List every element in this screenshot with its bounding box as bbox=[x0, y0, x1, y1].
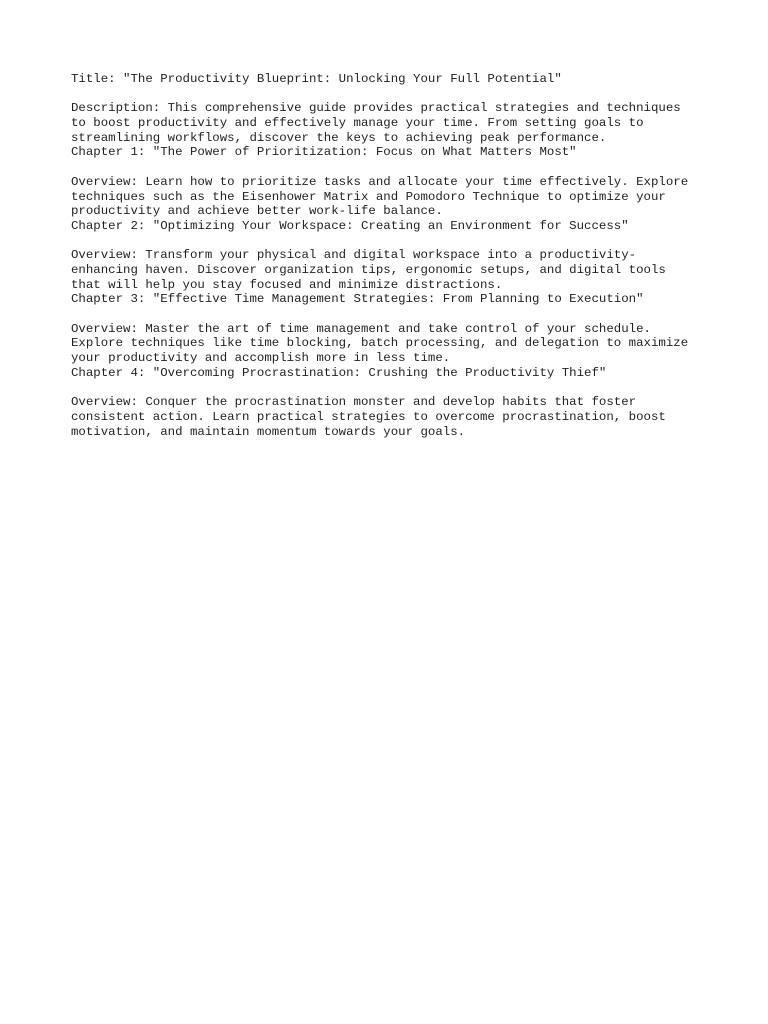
description-line: Description: This comprehensive guide provides practical strategies and techniques bbox=[71, 101, 681, 116]
blank-line bbox=[71, 87, 731, 102]
overview-line: motivation, and maintain momentum towards your goals. bbox=[71, 424, 466, 439]
blank-line bbox=[71, 234, 731, 249]
chapter-1 bbox=[71, 145, 731, 218]
overview-line: consistent action. Learn practical strategies to overcome procrastination, boost bbox=[71, 409, 666, 424]
document-page bbox=[71, 72, 731, 439]
description-block bbox=[71, 101, 731, 145]
blank-line bbox=[71, 307, 731, 322]
overview-line: Overview: Conquer the procrastination monster and develop habits that foster bbox=[71, 395, 637, 410]
overview-line: productivity and achieve better work-life balance. bbox=[71, 204, 443, 219]
chapter-heading: Chapter 1: "The Power of Prioritization: Focus on What Matters Most" bbox=[71, 145, 577, 160]
chapter-2 bbox=[71, 219, 731, 292]
overview-line: that will help you stay focused and minimize distractions. bbox=[71, 277, 503, 292]
description-line: to boost productivity and effectively manage your time. From setting goals to bbox=[71, 116, 644, 131]
chapter-4 bbox=[71, 366, 731, 439]
chapter-heading: Chapter 4: "Overcoming Procrastination: Crushing the Productivity Thief" bbox=[71, 365, 607, 380]
overview-line: Explore techniques like time blocking, batch processing, and delegation to maximize bbox=[71, 336, 689, 351]
overview-line: Overview: Learn how to prioritize tasks and allocate your time effectively. Explore bbox=[71, 174, 689, 189]
chapter-heading: Chapter 2: "Optimizing Your Workspace: Creating an Environment for Success" bbox=[71, 218, 629, 233]
overview-line: enhancing haven. Discover organization tips, ergonomic setups, and digital tools bbox=[71, 262, 666, 277]
overview-line: Overview: Master the art of time management and take control of your schedule. bbox=[71, 321, 651, 336]
description-line: streamlining workflows, discover the keys to achieving peak performance. bbox=[71, 130, 607, 145]
title-line: Title: "The Productivity Blueprint: Unlocking Your Full Potential" bbox=[71, 72, 562, 86]
blank-line bbox=[71, 380, 731, 395]
overview-line: techniques such as the Eisenhower Matrix and Pomodoro Technique to optimize your bbox=[71, 189, 666, 204]
chapter-3 bbox=[71, 292, 731, 365]
blank-line bbox=[71, 160, 731, 175]
chapter-heading: Chapter 3: "Effective Time Management Strategies: From Planning to Execution" bbox=[71, 292, 644, 307]
overview-line: Overview: Transform your physical and digital workspace into a productivity- bbox=[71, 248, 637, 263]
overview-line: your productivity and accomplish more in less time. bbox=[71, 351, 451, 366]
